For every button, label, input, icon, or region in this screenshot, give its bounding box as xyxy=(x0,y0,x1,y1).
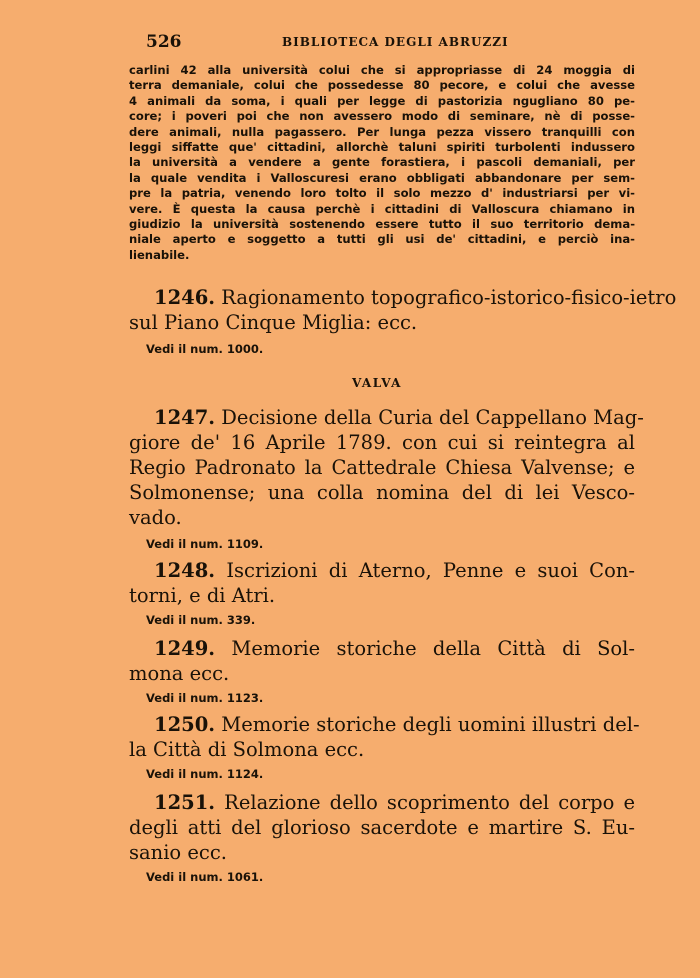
entry-1248-reference: Vedi il num. 339. xyxy=(146,613,256,627)
running-title: BIBLIOTECA DEGLI ABRUZZI xyxy=(282,35,509,49)
entry-1250-reference: Vedi il num. 1124. xyxy=(146,767,264,781)
entry-1247-reference: Vedi il num. 1109. xyxy=(146,537,264,551)
text-line: dere animali, nulla pagassero. Per lunga pezza vissero tranquilli con xyxy=(129,124,635,139)
text-line: 4 animali da soma, i quali per legge di pastorizia ngugliano 80 pe- xyxy=(129,93,635,108)
entry-1247-title xyxy=(154,405,644,430)
text-line: la università a vendere a gente forastiera, i pascoli demaniali, per xyxy=(129,155,635,170)
entry-1247-line: Regio Padronato la Cattedrale Chiesa Valvense; e xyxy=(129,456,635,479)
text-line: carlini 42 alla università colui che si appropriasse di 24 moggia di xyxy=(129,63,635,77)
entry-1248-title xyxy=(154,558,635,583)
text-line: niale aperto e soggetto a tutti gli usi de' cittadini, e perciò ina- xyxy=(129,232,635,247)
entry-number: 1250. xyxy=(154,713,216,736)
entry-1246-title xyxy=(154,285,677,310)
text-line: pre la patria, venendo loro tolto il solo mezzo d' industriarsi per vi- xyxy=(129,186,635,201)
entry-1246-reference: Vedi il num. 1000. xyxy=(146,342,264,356)
entry-1251-line: sanio ecc. xyxy=(129,841,227,864)
entry-text: Relazione dello scoprimento del corpo e xyxy=(224,791,636,814)
entry-1247-line: vado. xyxy=(129,506,182,529)
text-line: vere. È questa la causa perchè i cittadini di Valloscura chiamano in xyxy=(129,201,635,216)
text-line: leggi siffatte que' cittadini, allorchè taluni spiriti turbolenti indussero xyxy=(129,140,635,155)
entry-number: 1246. xyxy=(154,286,216,309)
entry-number: 1248. xyxy=(154,559,216,582)
entry-text: Memorie storiche degli uomini illustri del- xyxy=(221,713,640,736)
entry-1250-title xyxy=(154,712,640,737)
entry-1246-line: sul Piano Cinque Miglia: ecc. xyxy=(129,311,418,334)
entry-1251-title xyxy=(154,790,635,815)
section-heading: VALVA xyxy=(352,376,402,390)
entry-1251-reference: Vedi il num. 1061. xyxy=(146,870,264,884)
entry-1248-line: torni, e di Atri. xyxy=(129,584,276,607)
entry-1247-line: Solmonense; una colla nomina del di lei Vesco- xyxy=(129,481,635,504)
entry-1249-title xyxy=(154,636,635,661)
entry-text: Decisione della Curia del Cappellano Mag- xyxy=(221,406,644,429)
entry-1249-reference: Vedi il num. 1123. xyxy=(146,691,264,705)
text-line: lienabile. xyxy=(129,247,190,262)
entry-text: Memorie storiche della Città di Sol- xyxy=(231,637,635,660)
text-line: terra demaniale, colui che possedesse 80 pecore, e colui che avesse xyxy=(129,78,635,93)
entry-number: 1251. xyxy=(154,791,216,814)
entry-1250-line: la Città di Solmona ecc. xyxy=(129,738,365,761)
continuation-paragraph xyxy=(129,63,635,263)
entry-text: Ragionamento topografico-istorico-fisico-ietro xyxy=(221,286,677,309)
running-head xyxy=(146,32,628,52)
text-line: core; i poveri poi che non avessero modo di seminare, nè di posse- xyxy=(129,109,635,124)
entry-number: 1247. xyxy=(154,406,216,429)
entry-1247-line: giore de' 16 Aprile 1789. con cui si reintegra al xyxy=(129,431,635,454)
entry-number: 1249. xyxy=(154,637,216,660)
entry-text: Iscrizioni di Aterno, Penne e suoi Con- xyxy=(226,559,635,582)
entry-1251-line: degli atti del glorioso sacerdote e martire S. Eu- xyxy=(129,816,635,839)
text-line: la quale vendita i Valloscuresi erano obbligati abbandonare per sem- xyxy=(129,170,635,185)
page-number: 526 xyxy=(146,32,182,52)
entry-1249-line: mona ecc. xyxy=(129,662,230,685)
text-line: giudizio la università sostenendo essere tutto il suo territorio dema- xyxy=(129,217,635,232)
